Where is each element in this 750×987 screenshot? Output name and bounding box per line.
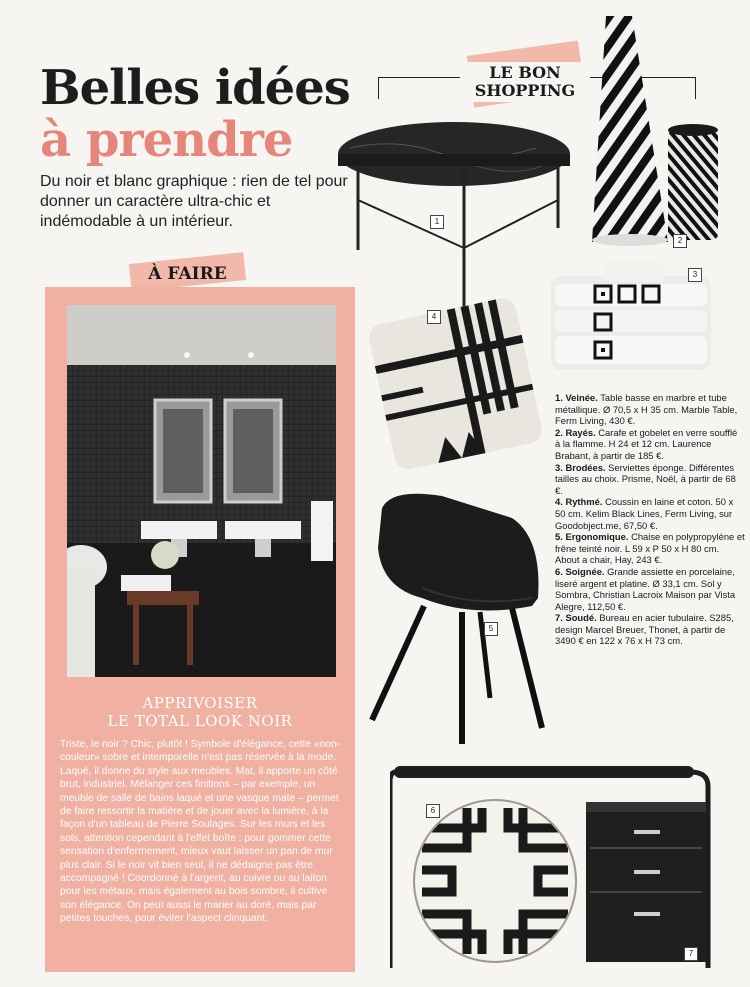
product-number-4: 4 (427, 310, 441, 324)
product-legend (555, 392, 745, 647)
product-striped-carafe (588, 12, 723, 247)
a-faire-heading-line1: APPRIVOISER (142, 694, 258, 712)
shopping-rule-left-tick (378, 77, 379, 99)
product-number-5: 5 (484, 622, 498, 636)
legend-item-7: 7. Soudé. Bureau en acier tubulaire. S285, design Marcel Breuer, Thonet, à partir de 3490 € en 122 x 76 x H 73 cm. (555, 612, 734, 647)
bon-shopping-label-line1: LE BON (489, 63, 561, 82)
bon-shopping-label (460, 62, 590, 102)
product-number-6: 6 (426, 804, 440, 818)
a-faire-heading (45, 694, 355, 730)
product-plate (412, 798, 578, 964)
page-title-line2: à prendre (40, 112, 293, 168)
legend-item-4: 4. Rythmé. Coussin en laine et coton. 50 x 50 cm. Kelim Black Lines, Ferm Living, sur Goodobject.me, 67,50 €. (555, 496, 734, 531)
product-number-2: 2 (673, 234, 687, 248)
page-title-line1: Belles idées (40, 60, 350, 116)
product-number-7: 7 (684, 947, 698, 961)
bathroom-photo (67, 305, 336, 677)
bon-shopping-label-line2: SHOPPING (474, 81, 576, 100)
legend-item-3: 3. Brodées. Serviettes éponge. Différentes tailles au choix. Prisme, Noël, à partir de 68 €. (555, 461, 736, 496)
product-number-1: 1 (430, 215, 444, 229)
product-number-3: 3 (688, 268, 702, 282)
a-faire-body: Triste, le noir ? Chic, plutôt ! Symbole d'élégance, cette «non-couleur» sobre et intemporelle n'est pas réservée à la mode. Laqué, il donne du style aux meubles. Mat, il apporte un côté brut, industriel. Mélanger ces finitions – par exemple, un meuble de salle de bains laqué et une vasque mate – permet de faire ressortir la matière et de jouer avec la lumière, à la façon d'un tableau de Pierre Soulages. Sur les murs et les sols, attention cependant à l'effet boîte : pour gommer cette sensation d'enfermement, mieux vaut laisser un pan de mur plus clair. Si le noir vit bien seul, il ne dédaigne pas être accompagné ! Coordonné à l'argent, au cuivre ou au laiton pour les métaux, mais également au bois sombre, il cultive son élégance. On peut aussi le marier au doré, mais par petites touches, pour éviter l'aspect clinquant. (60, 739, 341, 925)
a-faire-label: À FAIRE (148, 264, 227, 284)
intro-text: Du noir et blanc graphique : rien de tel pour donner un caractère ultra-chic et indémodable à un intérieur. (40, 173, 348, 230)
product-cushion (362, 290, 547, 475)
legend-item-5: 5. Ergonomique. Chaise en polypropylène et frêne teinté noir. L 59 x P 50 x H 80 cm. About a chair, Hay, 243 €. (555, 531, 745, 566)
legend-item-2: 2. Rayés. Carafe et gobelet en verre soufflé à la flamme. H 24 et 12 cm. Laurence Brabant, à partir de 185 €. (555, 426, 738, 461)
product-chair (362, 488, 552, 748)
a-faire-heading-line2: LE TOTAL LOOK NOIR (107, 712, 293, 730)
legend-item-1: 1. Veinée. Table basse en marbre et tube métallique. Ø 70,5 x H 35 cm. Marble Table, Ferm Living, 430 €. (555, 392, 738, 427)
legend-item-6: 6. Soignée. Grande assiette en porcelaine, liseré argent et platine. Ø 33,1 cm. Sol y Sombra, Christian Lacroix Maison par Vista Alegre, 112,50 €. (555, 565, 736, 612)
product-marble-table (336, 118, 576, 318)
